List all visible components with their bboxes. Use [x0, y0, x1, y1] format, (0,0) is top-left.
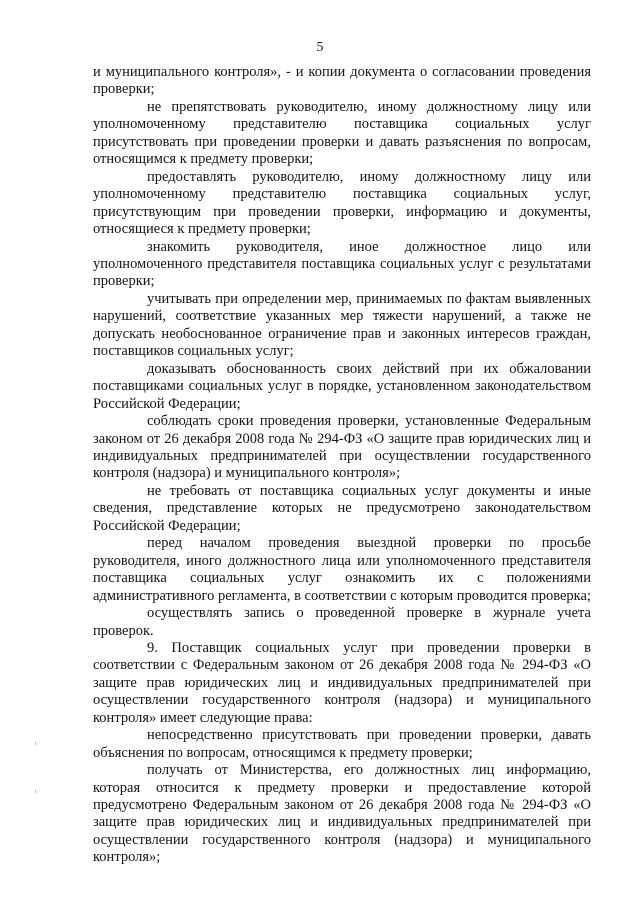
page-number: 5: [316, 40, 324, 55]
paragraph-continuation: и муниципального контроля», - и копии документа о согласовании проведения проверки;: [93, 64, 591, 98]
paragraph: учитывать при определении мер, принимаемых по фактам выявленных нарушений, соответствие указанных мер тяжести нарушений, а также не допускать необоснованное ограничение прав и законных интересов граждан, поставщиков социальных услуг;: [93, 290, 591, 360]
paragraph: знакомить руководителя, иное должностное лицо или уполномоченного представителя поставщика социальных услуг с результатами проверки;: [93, 238, 591, 290]
document-body: [93, 64, 591, 867]
paragraph: предоставлять руководителю, иному должностному лицу или уполномоченному представителю поставщика социальных услуг, присутствующим при проведении проверки, информацию и документы, относящиеся к предмету проверки;: [93, 168, 591, 238]
paragraph-item-9: 9. Поставщик социальных услуг при проведении проверки в соответствии с Федеральным законом от 26 декабря 2008 года № 294-ФЗ «О защите прав юридических лиц и индивидуальных предпринимателей при осуществлении государственного контроля (надзора) и муниципального контроля» имеет следующие права:: [93, 639, 591, 726]
scan-margin-mark: [35, 790, 36, 793]
paragraph: осуществлять запись о проведенной проверке в журнале учета проверок.: [93, 605, 591, 639]
paragraph: доказывать обоснованность своих действий при их обжаловании поставщиками социальных услуг в порядке, установленном законодательством Российской Федерации;: [93, 360, 591, 412]
paragraph: соблюдать сроки проведения проверки, установленные Федеральным законом от 26 декабря 2008 года № 294-ФЗ «О защите прав юридических лиц и индивидуальных предпринимателей при осуществлении государственного контроля (надзора) и муниципального контроля»;: [93, 413, 591, 482]
paragraph: не требовать от поставщика социальных услуг документы и иные сведения, представление которых не предусмотрено законодательством Российской Федерации;: [93, 482, 591, 534]
paragraph: не препятствовать руководителю, иному должностному лицу или уполномоченному представителю поставщика социальных услуг присутствовать при проведении проверки и давать разъяснения по вопросам, относящимся к предмету проверки;: [93, 98, 591, 168]
paragraph: непосредственно присутствовать при проведении проверки, давать объяснения по вопросам, относящимся к предмету проверки;: [93, 727, 591, 761]
paragraph: перед началом проведения выездной проверки по просьбе руководителя, иного должностного лица или уполномоченного представителя поставщика социальных услуг ознакомить их с положениями административного регламента, в соответствии с которым проводится проверка;: [93, 535, 591, 604]
paragraph: получать от Министерства, его должностных лиц информацию, которая относится к предмету проверки и предоставление которой предусмотрено Федеральным законом от 26 декабря 2008 года № 294-ФЗ «О защите прав юридических лиц и индивидуальных предпринимателей при осуществлении государственного контроля (надзора) и муниципального контроля»;: [93, 762, 591, 866]
scan-margin-mark: [35, 742, 36, 745]
